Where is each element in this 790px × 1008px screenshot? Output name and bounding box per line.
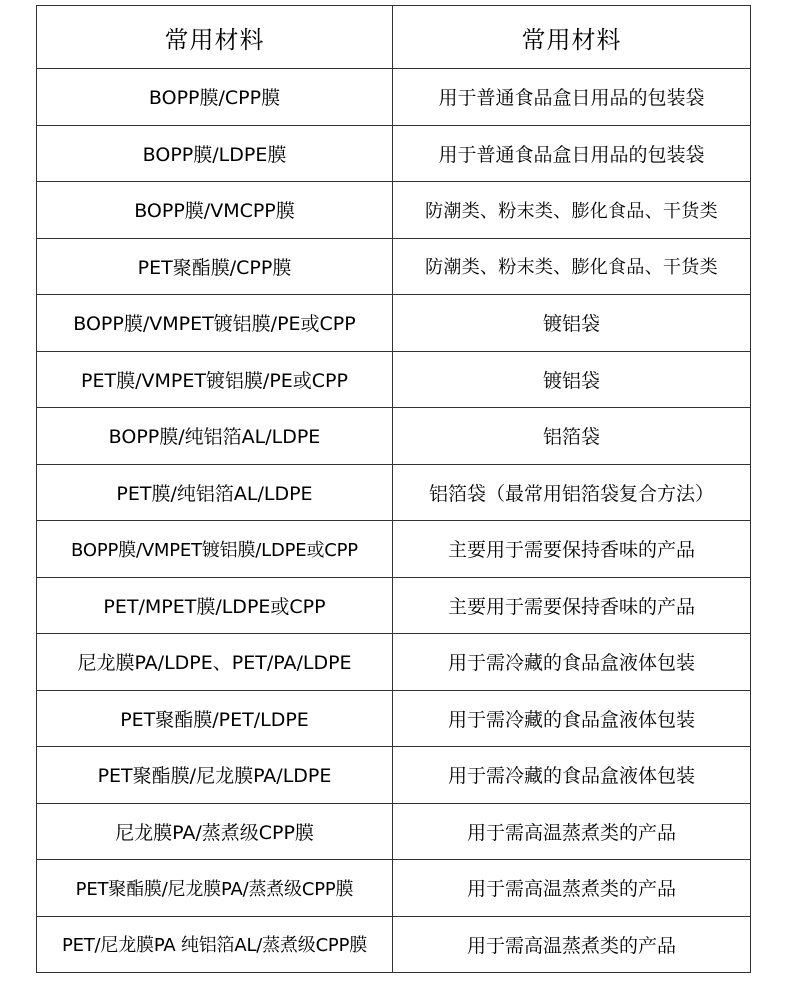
usage-cell: 防潮类、粉末类、膨化食品、干货类 bbox=[393, 182, 751, 239]
material-cell: BOPP膜/纯铝箔AL/LDPE bbox=[37, 408, 393, 465]
header-usage: 常用材料 bbox=[393, 6, 751, 69]
usage-cell: 用于需高温蒸煮类的产品 bbox=[393, 860, 751, 917]
material-cell: PET聚酯膜/CPP膜 bbox=[37, 238, 393, 295]
table-row bbox=[37, 747, 751, 804]
table-row bbox=[37, 351, 751, 408]
material-cell: PET膜/纯铝箔AL/LDPE bbox=[37, 464, 393, 521]
material-cell: 尼龙膜PA/蒸煮级CPP膜 bbox=[37, 803, 393, 860]
material-cell: BOPP膜/CPP膜 bbox=[37, 69, 393, 126]
table-row bbox=[37, 464, 751, 521]
usage-cell: 主要用于需要保持香味的产品 bbox=[393, 521, 751, 578]
table-row bbox=[37, 690, 751, 747]
materials-table bbox=[36, 5, 751, 973]
material-cell: 尼龙膜PA/LDPE、PET/PA/LDPE bbox=[37, 634, 393, 691]
usage-cell: 铝箔袋（最常用铝箔袋复合方法） bbox=[393, 464, 751, 521]
usage-cell: 防潮类、粉末类、膨化食品、干货类 bbox=[393, 238, 751, 295]
usage-cell: 镀铝袋 bbox=[393, 351, 751, 408]
usage-cell: 用于需冷藏的食品盒液体包装 bbox=[393, 747, 751, 804]
table-row bbox=[37, 295, 751, 352]
header-material: 常用材料 bbox=[37, 6, 393, 69]
table-row bbox=[37, 916, 751, 973]
material-cell: PET/MPET膜/LDPE或CPP bbox=[37, 577, 393, 634]
table-row bbox=[37, 69, 751, 126]
table-row bbox=[37, 634, 751, 691]
table-row bbox=[37, 125, 751, 182]
material-cell: BOPP膜/VMPET镀铝膜/LDPE或CPP bbox=[37, 521, 393, 578]
usage-cell: 用于需冷藏的食品盒液体包装 bbox=[393, 690, 751, 747]
table-row bbox=[37, 238, 751, 295]
material-cell: BOPP膜/LDPE膜 bbox=[37, 125, 393, 182]
usage-cell: 铝箔袋 bbox=[393, 408, 751, 465]
usage-cell: 主要用于需要保持香味的产品 bbox=[393, 577, 751, 634]
material-cell: PET膜/VMPET镀铝膜/PE或CPP bbox=[37, 351, 393, 408]
usage-cell: 用于需高温蒸煮类的产品 bbox=[393, 803, 751, 860]
usage-cell: 用于普通食品盒日用品的包装袋 bbox=[393, 125, 751, 182]
table-row bbox=[37, 521, 751, 578]
table-row bbox=[37, 803, 751, 860]
table-row bbox=[37, 860, 751, 917]
material-cell: PET聚酯膜/尼龙膜PA/LDPE bbox=[37, 747, 393, 804]
table-header-row bbox=[37, 6, 751, 69]
table-row bbox=[37, 577, 751, 634]
material-cell: PET/尼龙膜PA 纯铝箔AL/蒸煮级CPP膜 bbox=[37, 916, 393, 973]
table-row bbox=[37, 182, 751, 239]
usage-cell: 用于普通食品盒日用品的包装袋 bbox=[393, 69, 751, 126]
usage-cell: 用于需高温蒸煮类的产品 bbox=[393, 916, 751, 973]
material-cell: PET聚酯膜/尼龙膜PA/蒸煮级CPP膜 bbox=[37, 860, 393, 917]
table-row bbox=[37, 408, 751, 465]
usage-cell: 用于需冷藏的食品盒液体包装 bbox=[393, 634, 751, 691]
usage-cell: 镀铝袋 bbox=[393, 295, 751, 352]
material-cell: BOPP膜/VMCPP膜 bbox=[37, 182, 393, 239]
material-cell: BOPP膜/VMPET镀铝膜/PE或CPP bbox=[37, 295, 393, 352]
material-cell: PET聚酯膜/PET/LDPE bbox=[37, 690, 393, 747]
